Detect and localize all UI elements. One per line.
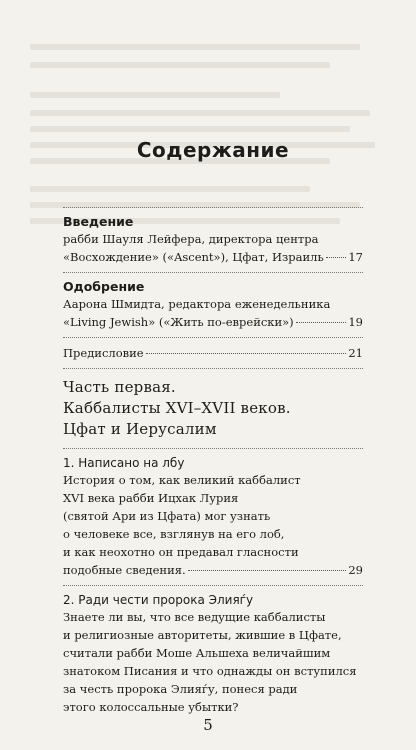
entry-line: (святой Ари из Цфата) мог узнать (63, 509, 271, 523)
page-title: Содержание (136, 138, 290, 162)
entry-line: и религиозные авторитеты, жившие в Цфате, (63, 628, 342, 642)
entry-line: за честь пророка Элияѓу, понеся ради (63, 682, 298, 696)
entry-line: этого колоссальные убытки? (63, 700, 239, 714)
part-line: Часть первая. (63, 378, 176, 396)
leader-dots (146, 353, 347, 354)
page-number: 29 (348, 563, 363, 577)
part-line: Цфат и Иерусалим (63, 420, 217, 438)
entry-line-last (63, 313, 363, 331)
entry-heading: Введение (63, 214, 134, 229)
entry-line: о человеке все, взглянув на его лоб, (63, 527, 285, 541)
entry-heading: Одобрение (63, 279, 145, 294)
page-number: 19 (348, 315, 363, 329)
entry-line: Знаете ли вы, что все ведущие каббалисты (63, 610, 326, 624)
entry-line-text: Предисловие (63, 346, 144, 360)
page-number: 21 (348, 346, 363, 360)
entry-line: считали рабби Моше Альшеха величайшим (63, 646, 331, 660)
toc-entry-preface (63, 338, 363, 368)
entry-line: и как неохотно он предавал гласности (63, 545, 299, 559)
page-number: 17 (348, 250, 363, 264)
entry-line: История о том, как великий каббалист (63, 473, 301, 487)
table-of-contents (63, 138, 363, 722)
entry-line: рабби Шауля Лейфера, директора центра (63, 232, 319, 246)
entry-line: знатоком Писания и что однажды он вступился (63, 664, 357, 678)
entry-line-text: подобные сведения. (63, 563, 186, 577)
entry-line-last (63, 561, 363, 579)
part-line: Каббалисты XVI–XVII веков. (63, 399, 291, 417)
entry-line: Аарона Шмидта, редактора еженедельника (63, 297, 331, 311)
chapter-heading: 2. Ради чести пророка Элияѓу (63, 593, 254, 607)
chapter-heading: 1. Написано на лбу (63, 456, 185, 470)
toc-entry-approval (63, 273, 363, 337)
toc-entry-chapter-1 (63, 449, 363, 585)
entry-line-last (63, 344, 363, 362)
leader-dots (188, 570, 347, 571)
entry-line-last (63, 248, 363, 266)
toc-entry-chapter-2 (63, 586, 363, 722)
leader-dots (326, 257, 347, 258)
entry-line: XVI века рабби Ицхак Лурия (63, 491, 239, 505)
entry-line-text: «Восхождение» («Ascent»), Цфат, Израиль (63, 250, 324, 264)
toc-entry-intro (63, 208, 363, 272)
leader-dots (296, 322, 347, 323)
page-number-folio: 5 (203, 716, 213, 734)
entry-line-text: «Living Jewish» («Жить по-еврейски») (63, 315, 294, 329)
part-heading (63, 369, 363, 448)
